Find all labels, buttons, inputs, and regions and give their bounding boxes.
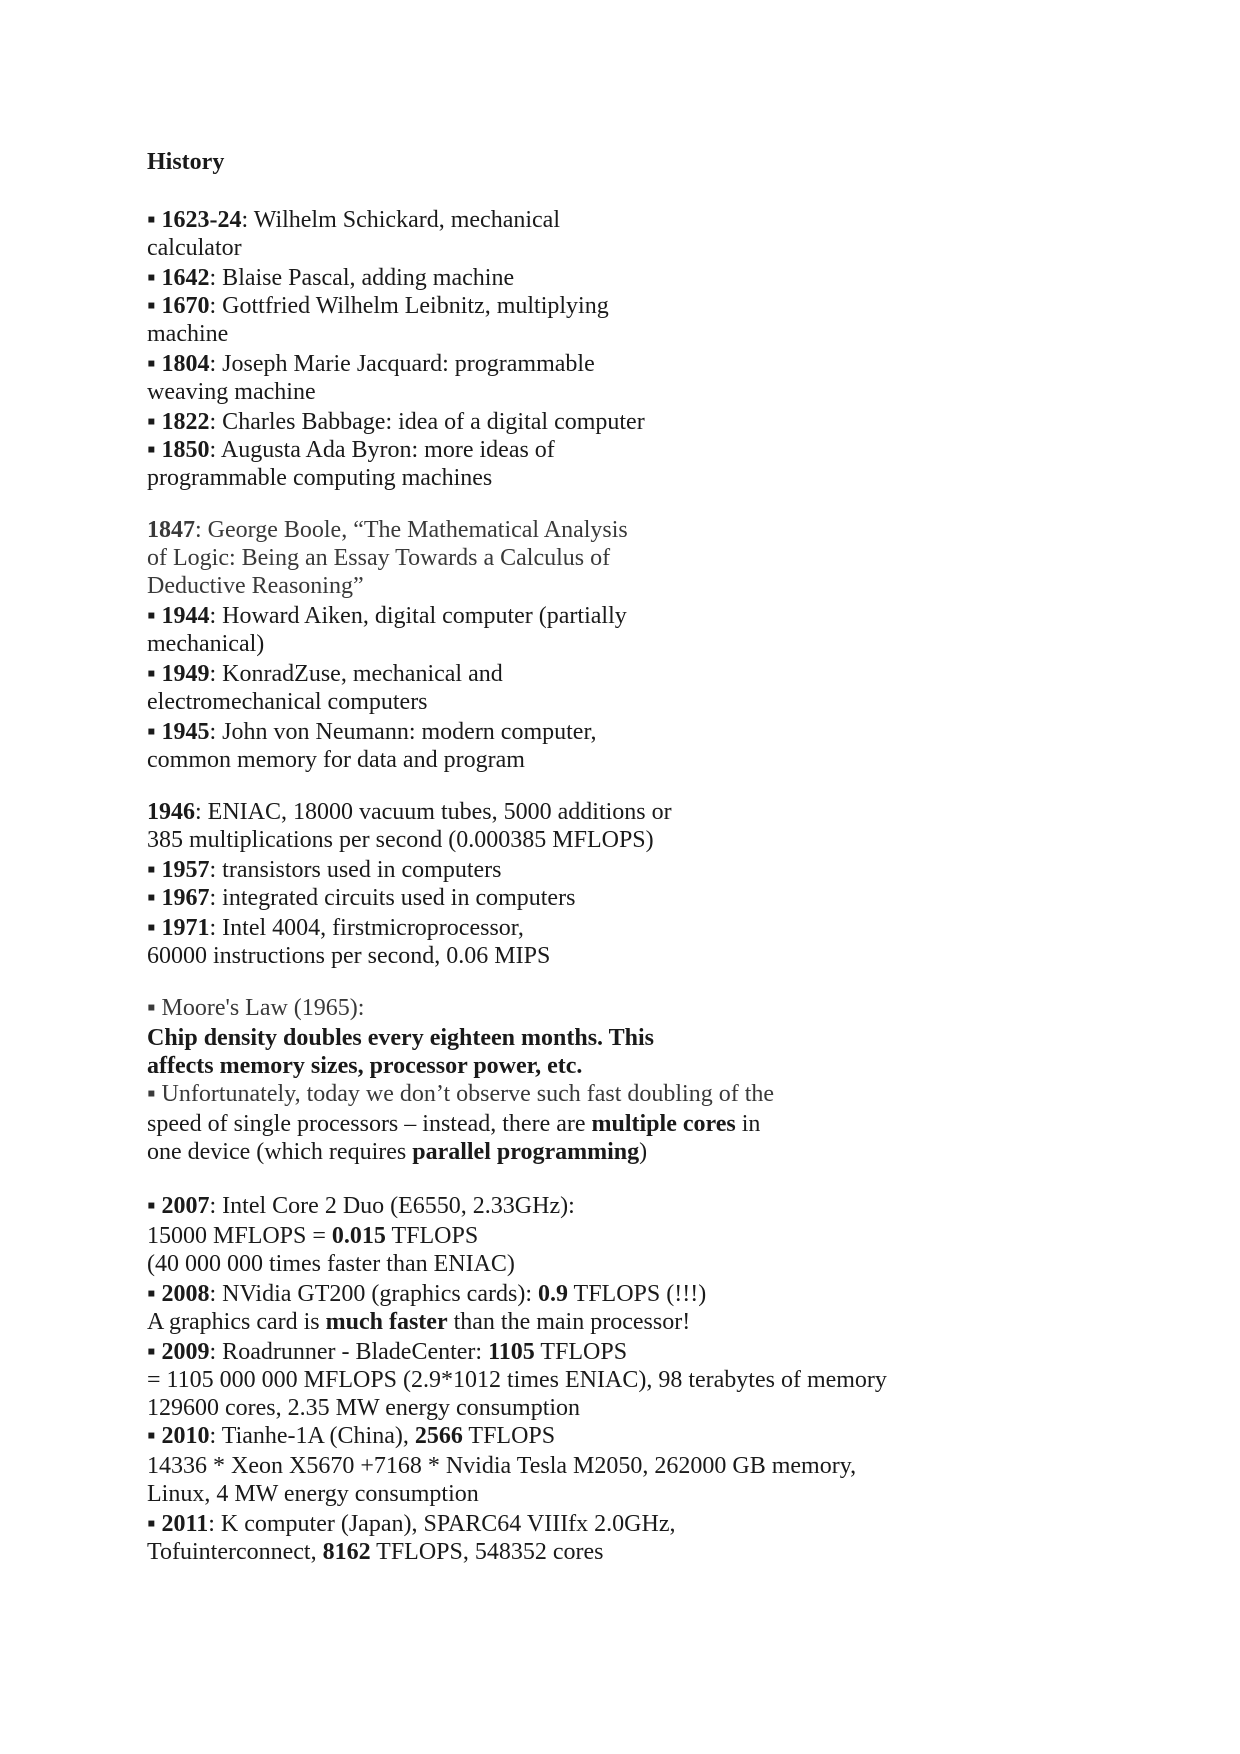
text-span: TFLOPS, 548352 cores <box>370 1539 604 1565</box>
text-span: : Howard Aiken, digital computer (partially <box>209 603 627 629</box>
text-span: machine <box>147 321 229 347</box>
text-line <box>147 206 560 234</box>
text-span: : Joseph Marie Jacquard: programmable <box>209 351 595 377</box>
text-line <box>147 1250 515 1278</box>
text-span: ▪ <box>147 719 162 745</box>
text-line <box>147 1338 627 1366</box>
bold-text: 2008 <box>161 1281 210 1307</box>
text-span: ▪ <box>147 915 162 941</box>
text-span: than the main processor! <box>447 1309 691 1335</box>
page-title: History <box>147 149 225 175</box>
bold-text: 2011 <box>161 1511 209 1537</box>
bold-text: 1642 <box>161 265 210 291</box>
bold-text: affects memory sizes, processor power, etc. <box>147 1053 583 1079</box>
text-line <box>147 292 609 320</box>
text-span: calculator <box>147 235 242 261</box>
bold-text: 1804 <box>161 351 210 377</box>
text-line <box>147 436 555 464</box>
text-span: 15000 MFLOPS = <box>147 1223 332 1249</box>
bold-text: 1945 <box>161 719 210 745</box>
text-line <box>147 994 364 1022</box>
text-line <box>147 718 596 746</box>
text-line <box>147 1366 887 1394</box>
text-span: Linux, 4 MW energy consumption <box>147 1481 479 1507</box>
bold-text: much faster <box>325 1309 448 1335</box>
text-span: in <box>735 1111 761 1137</box>
bold-text: multiple cores <box>591 1111 736 1137</box>
text-line <box>147 464 492 492</box>
text-line <box>147 630 264 658</box>
text-span: : Intel Core 2 Duo (E6550, 2.33GHz): <box>209 1193 575 1219</box>
text-span: : John von Neumann: modern computer, <box>209 719 597 745</box>
text-line <box>147 1394 580 1422</box>
text-line <box>147 1024 654 1052</box>
text-line <box>147 1452 856 1480</box>
text-span: electromechanical computers <box>147 689 428 715</box>
text-span: : transistors used in computers <box>209 857 502 883</box>
text-span: : ENIAC, 18000 vacuum tubes, 5000 additions or <box>195 799 672 825</box>
text-span: common memory for data and program <box>147 747 525 773</box>
bold-text: parallel programming <box>412 1139 640 1165</box>
text-span: ▪ <box>147 885 162 911</box>
text-line <box>147 884 575 912</box>
text-line <box>147 1280 706 1308</box>
text-line <box>147 1110 760 1138</box>
text-line <box>147 1510 676 1538</box>
bold-text: 1971 <box>161 915 210 941</box>
text-span: ▪ <box>147 857 162 883</box>
text-span: : integrated circuits used in computers <box>209 885 576 911</box>
text-line <box>147 264 514 292</box>
bold-text: 0.9 <box>537 1281 568 1307</box>
text-span: speed of single processors – instead, there are <box>147 1111 592 1137</box>
text-line <box>147 1052 582 1080</box>
text-line <box>147 1222 478 1250</box>
text-span: mechanical) <box>147 631 265 657</box>
text-span: A graphics card is <box>147 1309 326 1335</box>
text-span: ▪ Moore's Law (1965): <box>147 995 365 1021</box>
text-span: ▪ <box>147 409 162 435</box>
text-span: ▪ Unfortunately, today we don’t observe such fast doubling of the <box>147 1081 775 1107</box>
bold-text: 1623-24 <box>161 207 242 233</box>
bold-text: 0.015 <box>331 1223 386 1249</box>
text-span: : George Boole, “The Mathematical Analysis <box>195 517 628 543</box>
text-line <box>147 798 672 826</box>
text-line <box>147 856 501 884</box>
text-line <box>147 942 550 970</box>
text-span: : Blaise Pascal, adding machine <box>209 265 515 291</box>
text-span: ▪ <box>147 1423 162 1449</box>
text-span: TFLOPS (!!!) <box>567 1281 707 1307</box>
text-span: Deductive Reasoning” <box>147 573 364 599</box>
text-span: ▪ <box>147 265 162 291</box>
text-span: (40 000 000 times faster than ENIAC) <box>147 1251 515 1277</box>
text-span: 129600 cores, 2.35 MW energy consumption <box>147 1395 581 1421</box>
text-span: weaving machine <box>147 379 316 405</box>
bold-text: 1944 <box>161 603 210 629</box>
text-span: : NVidia GT200 (graphics cards): <box>209 1281 538 1307</box>
text-span: 60000 instructions per second, 0.06 MIPS <box>147 943 551 969</box>
text-line <box>147 914 524 942</box>
text-span: : Roadrunner - BladeCenter: <box>209 1339 489 1365</box>
bold-text: 1967 <box>161 885 210 911</box>
text-line <box>147 1192 575 1220</box>
text-span: : Intel 4004, firstmicroprocessor, <box>209 915 524 941</box>
text-line <box>147 660 503 688</box>
text-span: ▪ <box>147 1193 162 1219</box>
text-line <box>147 1308 690 1336</box>
text-span: ) <box>639 1139 648 1165</box>
text-span: of Logic: Being an Essay Towards a Calculus of <box>147 545 611 571</box>
text-span: 385 multiplications per second (0.000385 MFLOPS) <box>147 827 654 853</box>
text-span: ▪ <box>147 661 162 687</box>
text-line <box>147 572 364 600</box>
bold-text: 1957 <box>161 857 210 883</box>
text-span: Tofuinterconnect, <box>147 1539 323 1565</box>
text-span: : KonradZuse, mechanical and <box>209 661 503 687</box>
text-span: programmable computing machines <box>147 465 493 491</box>
text-span: : Gottfried Wilhelm Leibnitz, multiplying <box>209 293 609 319</box>
text-line <box>147 378 316 406</box>
text-line <box>147 1422 555 1450</box>
bold-text: 1949 <box>161 661 210 687</box>
text-span: = 1105 000 000 MFLOPS (2.9*1012 times ENIAC), 98 terabytes of memory <box>147 1367 887 1393</box>
text-line <box>147 1480 479 1508</box>
text-span: ▪ <box>147 1281 162 1307</box>
text-line <box>147 234 242 262</box>
bold-text: 1822 <box>161 409 210 435</box>
text-span: ▪ <box>147 603 162 629</box>
text-span: TFLOPS <box>534 1339 628 1365</box>
text-span: : Tianhe-1A (China), <box>209 1423 415 1449</box>
text-span: 14336 * Xeon X5670 +7168 * Nvidia Tesla M2050, 262000 GB memory, <box>147 1453 857 1479</box>
text-line <box>147 350 595 378</box>
text-span: : Wilhelm Schickard, mechanical <box>241 207 560 233</box>
text-span: ▪ <box>147 437 162 463</box>
text-span: ▪ <box>147 1339 162 1365</box>
bold-text: Chip density doubles every eighteen months. This <box>147 1025 654 1051</box>
text-line <box>147 544 610 572</box>
text-line <box>147 1538 604 1566</box>
bold-text: 8162 <box>322 1539 371 1565</box>
text-line <box>147 408 645 436</box>
text-span: ▪ <box>147 207 162 233</box>
text-span: ▪ <box>147 293 162 319</box>
text-line <box>147 516 628 544</box>
text-line <box>147 826 654 854</box>
text-span: TFLOPS <box>462 1423 556 1449</box>
text-line <box>147 746 525 774</box>
text-line <box>147 320 228 348</box>
bold-text: 1670 <box>161 293 210 319</box>
bold-text: 1946 <box>147 799 195 825</box>
text-line <box>147 602 627 630</box>
bold-text: 2007 <box>161 1193 210 1219</box>
text-span: ▪ <box>147 1511 162 1537</box>
text-span: : Augusta Ada Byron: more ideas of <box>209 437 555 463</box>
text-line <box>147 1080 774 1108</box>
bold-text: 1105 <box>488 1339 535 1365</box>
text-span: ▪ <box>147 351 162 377</box>
bold-text: 2009 <box>161 1339 210 1365</box>
text-span: TFLOPS <box>385 1223 479 1249</box>
bold-text: 2010 <box>161 1423 210 1449</box>
text-line <box>147 1138 647 1166</box>
text-span: : Charles Babbage: idea of a digital computer <box>209 409 645 435</box>
text-span: : K computer (Japan), SPARC64 VIIIfx 2.0GHz, <box>208 1511 676 1537</box>
text-line <box>147 688 428 716</box>
bold-text: 1847 <box>147 517 195 543</box>
text-span: one device (which requires <box>147 1139 413 1165</box>
bold-text: 2566 <box>414 1423 463 1449</box>
bold-text: 1850 <box>161 437 210 463</box>
